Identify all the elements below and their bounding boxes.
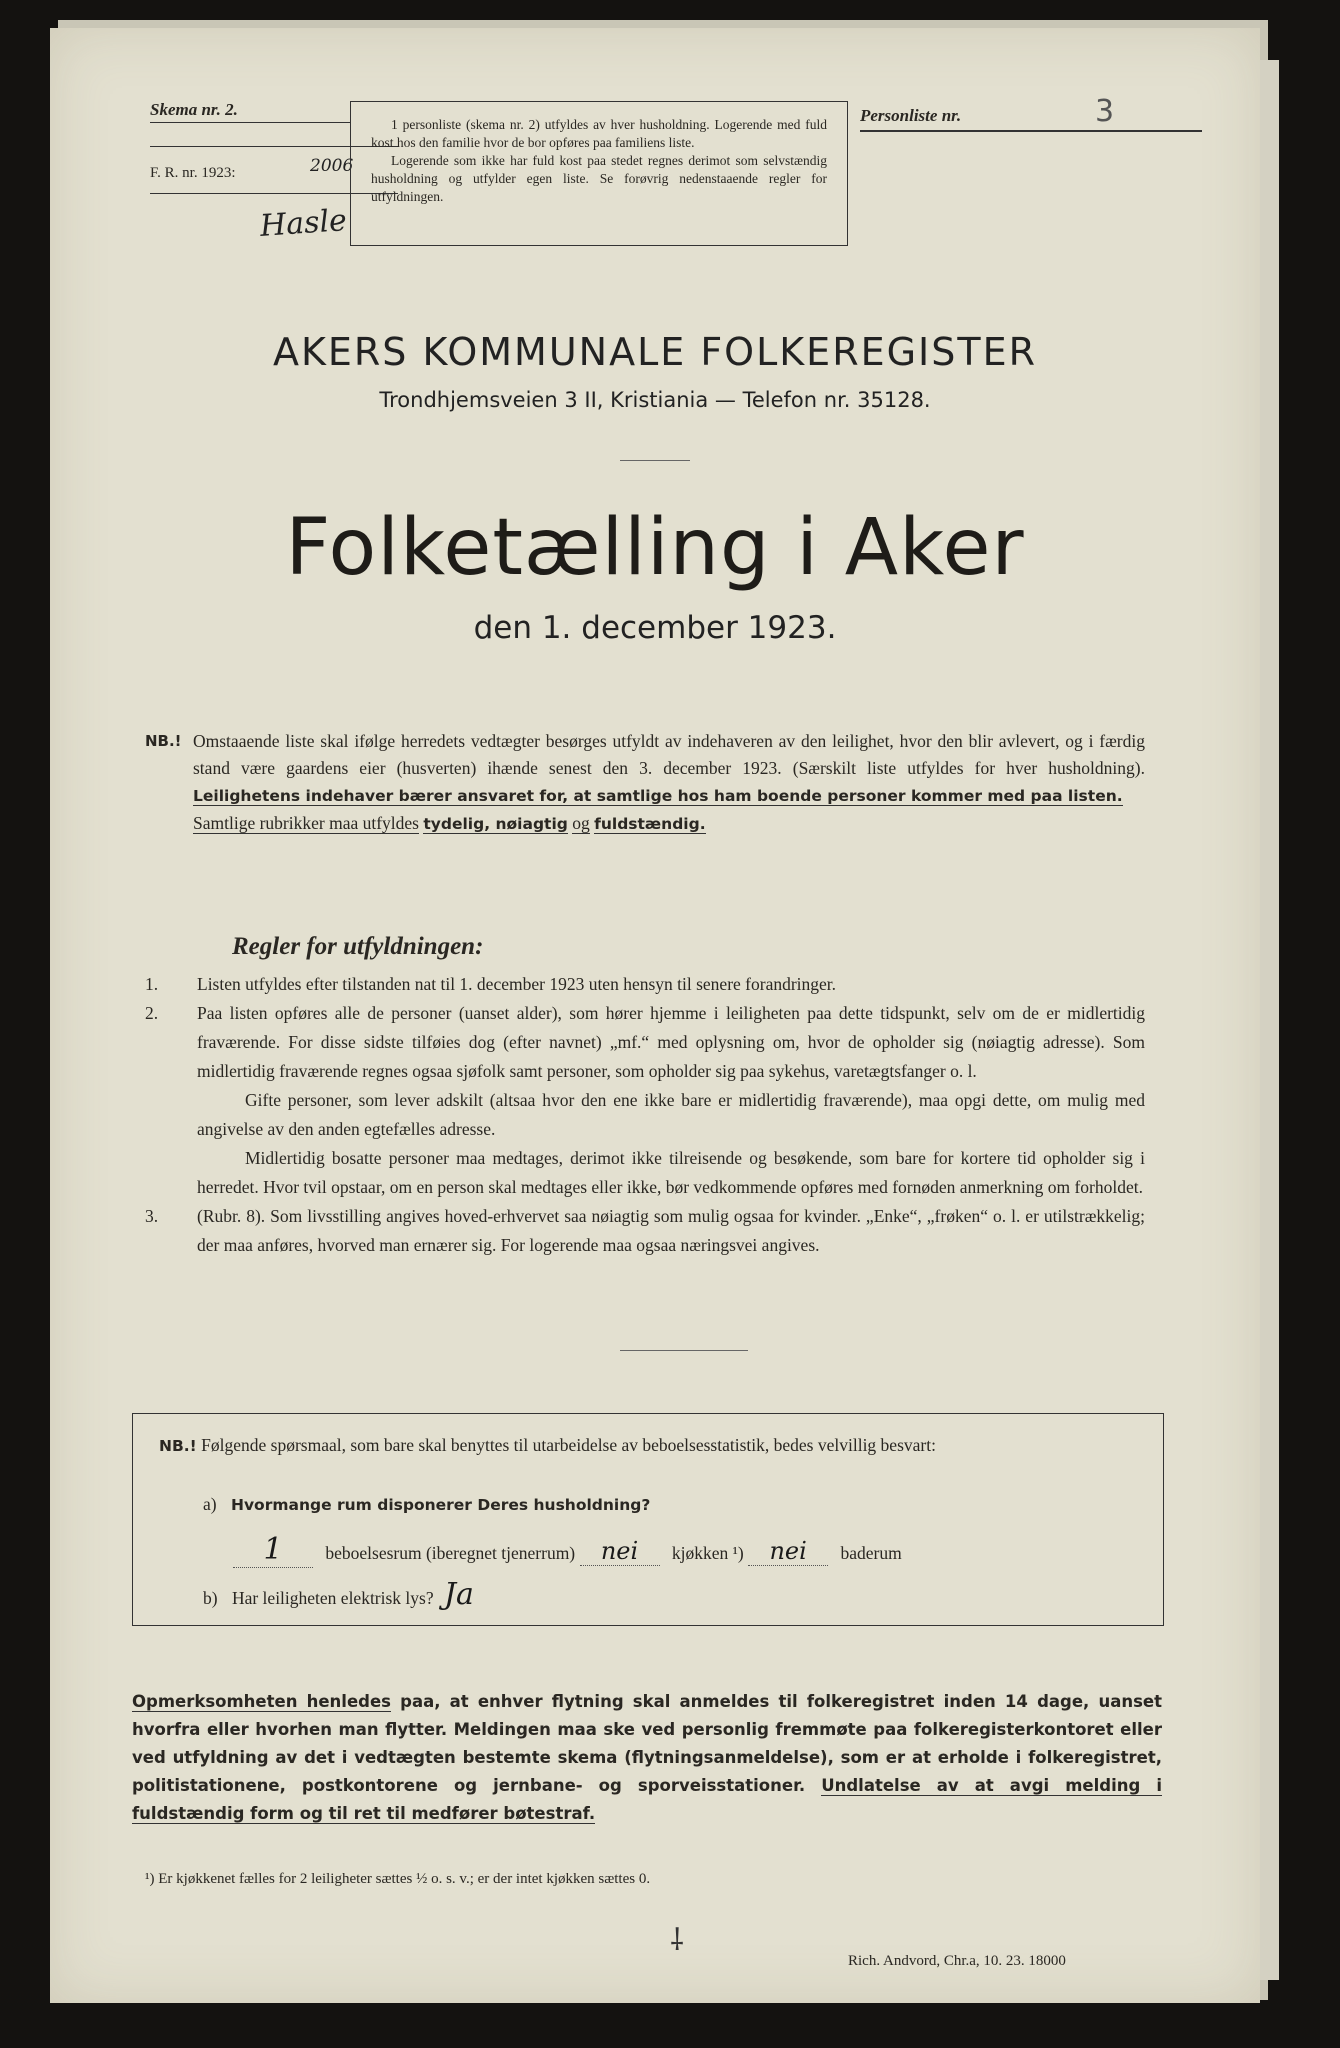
page-title: Folketælling i Aker	[285, 503, 1025, 593]
instruction-text: Logerende som ikke har fuld kost paa stedet regnes derimot som selvstændig husholdning og utfylder egen liste. Se forøvrig nedenstaaende regler for utfyldningen.	[371, 153, 827, 204]
kitchen-label: kjøkken ¹)	[671, 1543, 744, 1563]
nb-responsibility: Leilighetens indehaver bærer ansvaret for, at samtlige hos ham boende personer kommer med paa listen.	[193, 787, 1123, 805]
rule-text: Paa listen opføres alle de personer (uanset alder), som hører hjemme i leiligheten paa dette tidspunkt, selv om de er midlertidig fraværende. For disse sidste tilføies dog (efter navnet) „mf.“ med oplysning om, hvor de opholder sig (nøiagtig adresse). Som midlertidig fraværende regnes ogsaa sjøfolk samt personer, som opholder sig paa sykehus, varetægtsfanger o. l.	[197, 1003, 1145, 1081]
nb-fill-and: og	[572, 813, 590, 833]
rules-list	[145, 970, 1145, 1260]
personliste-number: 3	[1095, 94, 1115, 129]
divider-line	[150, 122, 350, 123]
bath-value[interactable]: nei	[748, 1537, 828, 1566]
instruction-text: 1 personliste (skema nr. 2) utfyldes av hver husholdning. Logerende med fuld kost hos den familie hvor de bor opføres paa familiens liste.	[371, 117, 827, 150]
moving-notice-body: paa, at enhver flytning skal anmeldes til folkeregistret inden 14 dage, uanset hvorfra eller hvorhen man flytter. Meldingen maa ske ved personlig fremmøte paa folkeregisterkontoret eller ved utfyldning av det i vedtægten bestemte skema (flytningsanmeldelse), som er at erholde i folkeregistret, politistationene, postkontorene og jernbane- og sporveisstationer.	[132, 1692, 1162, 1795]
nb-fill-emphasis: fuldstændig.	[594, 815, 706, 833]
page-subtitle: den 1. december 1923.	[473, 610, 837, 646]
question-a-label: a)	[203, 1494, 217, 1514]
nb-notice	[145, 728, 1145, 838]
handwritten-mark: ⸸	[670, 1923, 685, 1958]
question-b-value[interactable]: Ja	[444, 1577, 474, 1612]
printer-imprint: Rich. Andvord, Chr.a, 10. 23. 18000	[848, 1953, 1066, 1969]
housing-intro: Følgende spørsmaal, som bare skal benyttes til utarbeidelse av beboelsesstatistik, bedes velvillig besvart:	[201, 1435, 936, 1455]
kitchen-value[interactable]: nei	[580, 1537, 660, 1566]
question-b-label: b)	[203, 1588, 218, 1608]
fr-number-handwritten: 2006	[310, 156, 354, 176]
rule-text: Listen utfyldes efter tilstanden nat til 1. december 1923 uten hensyn til senere forandringer.	[197, 974, 837, 994]
rooms-label: beboelsesrum (iberegnet tjenerrum)	[325, 1543, 576, 1563]
nb-label: NB.!	[145, 732, 182, 750]
divider-line	[620, 1350, 748, 1351]
footnote: ¹) Er kjøkkenet fælles for 2 leiligheter sættes ½ o. s. v.; er der intet kjøkken sættes 0.	[145, 1871, 651, 1887]
bath-label: baderum	[840, 1543, 902, 1563]
fr-number-label: F. R. nr. 1923:	[150, 165, 236, 181]
question-b: Har leiligheten elektrisk lys?	[231, 1588, 434, 1608]
rule-number: 1.	[145, 974, 159, 994]
divider-line	[860, 130, 1202, 132]
moving-notice-penalty: Undlatelse av at avgi melding i fuldstændig form og til ret til medfører bøtestraf.	[132, 1776, 1163, 1823]
rules-heading: Regler for utfyldningen:	[232, 933, 484, 960]
moving-notice	[132, 1688, 1162, 1828]
instruction-box	[350, 101, 848, 246]
personliste-label: Personliste nr.	[860, 106, 962, 125]
schema-label: Skema nr. 2.	[150, 100, 238, 119]
nb-fill-text: Samtlige rubrikker maa utfyldes	[193, 813, 419, 833]
divider-line	[620, 460, 690, 461]
rule-number: 2.	[145, 1003, 159, 1023]
rule-text: Gifte personer, som lever adskilt (altsaa hvor den ene ikke bare er midlertidig fraværende), maa opgi dette, om mulig med angivelse av den anden egtefælles adresse.	[197, 1090, 1145, 1139]
housing-questions-box	[132, 1413, 1164, 1626]
office-name: AKERS KOMMUNALE FOLKEREGISTER	[272, 330, 1038, 374]
nb-fill-emphasis: tydelig, nøiagtig	[423, 815, 568, 833]
moving-notice-lead: Opmerksomheten henledes	[132, 1692, 391, 1711]
question-a: Hvormange rum disponerer Deres husholdning?	[230, 1496, 651, 1514]
rule-text: (Rubr. 8). Som livsstilling angives hoved-erhvervet saa nøiagtig som mulig ogsaa for kvinder. „Enke“, „frøken“ o. l. er utilstrækkelig; der maa anføres, hvorved man ernærer sig. For logerende maa ogsaa næringsvei angives.	[197, 1206, 1145, 1255]
census-form-sheet	[50, 28, 1260, 2003]
rule-number: 3.	[145, 1206, 159, 1226]
nb-text: Omstaaende liste skal ifølge herredets vedtægter besørges utfyldt av indehaveren av den leilighet, hvor den blir avlevert, og i færdig stand være gaardens eier (husverten) ihænde senest den 3. december 1923. (Særskilt liste utfyldes for hver husholdning).	[193, 731, 1145, 778]
nb-label: NB.!	[159, 1437, 197, 1455]
rule-text: Midlertidig bosatte personer maa medtages, derimot ikke tilreisende og besøkende, som bare for kortere tid opholder sig i herredet. Hvor tvil opstaar, om en person skal medtages eller ikke, bør vedkommende opføres med fornøden anmerkning om forholdet.	[197, 1148, 1145, 1197]
office-address: Trondhjemsveien 3 II, Kristiania — Telefon nr. 35128.	[379, 388, 931, 412]
district-handwritten: Hasle	[258, 203, 348, 244]
rooms-value[interactable]: 1	[233, 1532, 313, 1568]
